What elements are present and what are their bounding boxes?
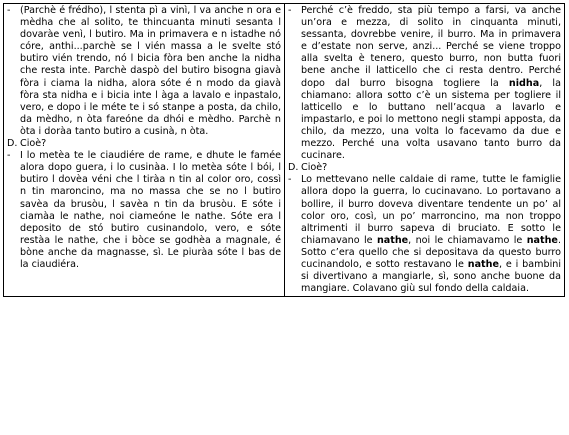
- speaker-marker: D.: [7, 138, 18, 150]
- bilingual-transcript-table: [3, 3, 565, 297]
- dialect-column: [4, 4, 285, 297]
- italian-turn-3: [288, 174, 561, 295]
- speaker-marker: -: [7, 5, 11, 16]
- italian-turn-1: [288, 5, 561, 162]
- speaker-marker: -: [288, 174, 292, 186]
- dialect-text: I lo metèa te le ciaudiére de rame, e dhute le famée alora dopo guera, i lo cusinàa. I lo metèa sóte l bói, l butiro l dovèa véni che l tiràa n tin al color oro, cossì n tin maroncino, ma no massa che se no l butiro savèa da brusòu, l savèa n tin da brusòu. E sóte i ciamàa le nathe, noi ciameóne le nathe. Sóte era l deposito de stó butiro cusinandolo, vero, e sóte restàa le nathe, che i bòce se godhèa a magnale, é bòne anche da magnasse, sì. Le piuràa sóte l bas de la ciaudiéra.: [20, 150, 281, 270]
- speaker-marker: -: [7, 150, 11, 162]
- dialect-text: (Parchè é frédho), l stenta pì a vinì, l va anche n ora e mèdha che al solito, te thincuanta minuti sesanta l dovaràe venì, l butiro. Ma in primavera e n istadhe nó córe, anthi...parchè se l vién massa a le svelte stó butiro vién trendo, nó l bicia fòra ben anche la nidha che resta inte. Parchè daspò del butiro bisogna giavà fòra i ciama la nidha, alora sóte é n modo da giavà fòra sta nidha e i bicia inte l àga a lavalo e inpastalo, vero, e dopo i le méte te i só stanpe a posta, da chilo, da mèdho, n òta fareóne da dhói e mèdho. Parchè n òta i doràa tanto butiro a cusinà, n òta.: [20, 5, 281, 137]
- italian-text: Perché c’è freddo, sta più tempo a farsi, va anche un’ora e mezza, di solito in cinquanta minuti, sessanta, dovrebbe venire, il burro. Ma in primavera e d’estate non serve, anzi... Perché se viene troppo alla svelta è tenero, questo burro, non butta fuori bene anche il latticello che ci resta dentro. Perché dopo dal burro bisogna togliere la nidha, la chiamano: allora sotto c’è un sistema per togliere il latticello e lo buttano nell’acqua a lavarlo e impastarlo, e poi lo mettono negli stampi apposta, da chilo, da mezzo, una volta lo facevamo da due e mezzo. Perché una volta usavano tanto burro da cucinare.: [301, 5, 561, 162]
- transcript-page: [3, 3, 565, 431]
- italian-column: [285, 4, 565, 297]
- transcript-row: [4, 4, 565, 297]
- speaker-marker: D.: [288, 162, 299, 174]
- dialect-turn-1: [7, 5, 281, 138]
- italian-text: Lo mettevano nelle caldaie di rame, tutte le famiglie allora dopo la guerra, lo cucinavano. Lo portavano a bollire, il burro doveva diventare tendente un po’ al color oro, così, un po’ marroncino, ma non troppo altrimenti il burro sapeva di bruciato. E sotto le chiamavano le nathe, noi le chiamavamo le nathe. Sotto c’era quello che si depositava da questo burro cucinandolo, e sotto restavano le nathe, e i bambini si divertivano a mangiarle, sì, sono anche buone da mangiare. Colavano giù sul fondo della caldaia.: [301, 174, 561, 295]
- italian-text: Cioè?: [301, 162, 328, 174]
- dialect-turn-2: [7, 138, 281, 150]
- dialect-turn-3: [7, 150, 281, 271]
- dialect-text: Cioè?: [20, 138, 47, 150]
- italian-turn-2: [288, 162, 561, 174]
- speaker-marker: -: [288, 5, 292, 16]
